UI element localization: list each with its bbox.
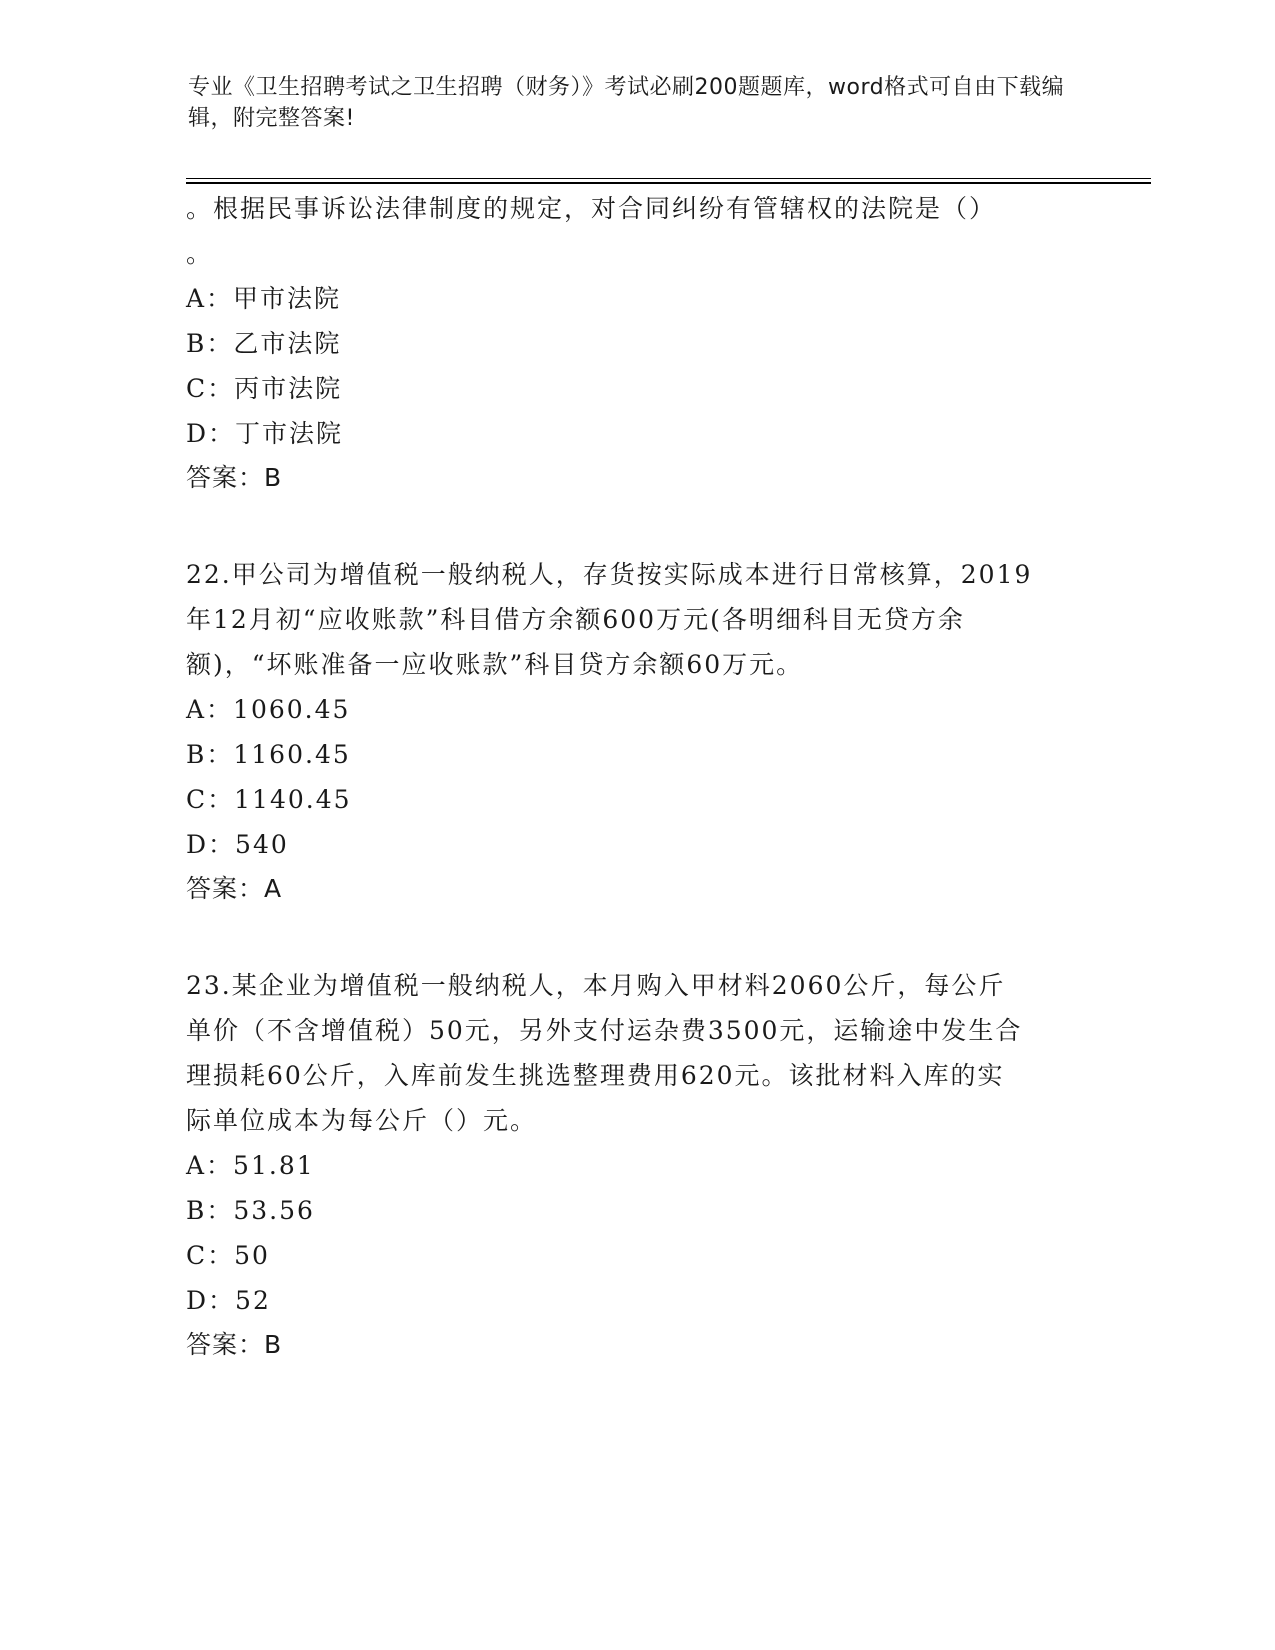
question-stem: 23.某企业为增值税一般纳税人，本月购入甲材料2060公斤，每公斤: [186, 971, 1006, 1000]
answer-line: 答案：B: [186, 463, 283, 492]
question-stem: 理损耗60公斤，入库前发生挑选整理费用620元。该批材料入库的实: [186, 1061, 1005, 1090]
answer-line: 答案：A: [186, 874, 283, 903]
document-header: 专业《卫生招聘考试之卫生招聘（财务）》考试必刷200题题库，word格式可自由下载编辑，附完整答案!: [188, 75, 1065, 131]
question-block: [186, 186, 1091, 500]
option-a: A：1060.45: [186, 695, 351, 724]
question-spacer: [186, 911, 1091, 963]
question-list: [186, 186, 1091, 1367]
option-d: D：540: [186, 830, 289, 859]
header-divider-thick: [186, 182, 1151, 184]
question-stem: 年12月初“应收账款”科目借方余额600万元(各明细科目无贷方余: [186, 605, 965, 634]
option-a: A：51.81: [186, 1151, 315, 1180]
option-c: C：丙市法院: [186, 374, 343, 403]
option-b: B：1160.45: [186, 740, 351, 769]
option-a: A：甲市法院: [186, 284, 342, 313]
option-d: D：52: [186, 1286, 271, 1315]
option-c: C：50: [186, 1241, 270, 1270]
question-block: [186, 552, 1091, 911]
question-stem: 。根据民事诉讼法律制度的规定，对合同纠纷有管辖权的法院是（）: [186, 194, 997, 223]
question-stem: 额)，“坏账准备一应收账款”科目贷方余额60万元。: [186, 650, 804, 679]
option-b: B：乙市法院: [186, 329, 342, 358]
question-stem: 22.甲公司为增值税一般纳税人，存货按实际成本进行日常核算，2019: [186, 560, 1033, 589]
header-divider-thin: [186, 178, 1151, 179]
question-stem: 单价（不含增值税）50元，另外支付运杂费3500元，运输途中发生合: [186, 1016, 1023, 1045]
question-stem: 。: [186, 239, 214, 268]
option-c: C：1140.45: [186, 785, 352, 814]
answer-line: 答案：B: [186, 1330, 283, 1359]
question-spacer: [186, 500, 1091, 552]
question-stem: 际单位成本为每公斤（）元。: [186, 1106, 538, 1135]
option-d: D：丁市法院: [186, 419, 344, 448]
option-b: B：53.56: [186, 1196, 315, 1225]
question-block: [186, 963, 1091, 1367]
